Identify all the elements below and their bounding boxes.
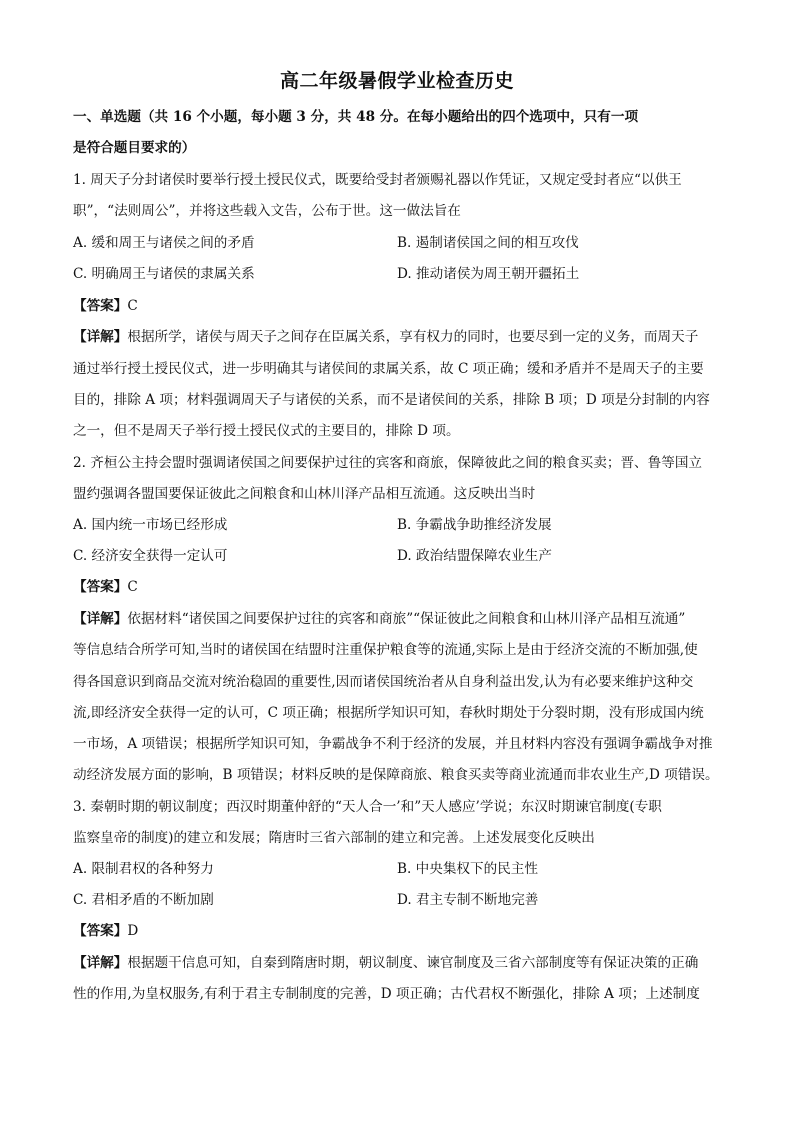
question-stem-line: 1. 周天子分封诸侯时要举行授土授民仪式，既要给受封者颁赐礼器以作凭证，又规定受封者应“以供王 (73, 172, 682, 188)
detail-line: 一市场，A 项错误；根据所学知识可知，争霸战争不利于经济的发展，并且材料内容没有强调争霸战争对推 (73, 736, 713, 752)
option-c: C. 明确周王与诸侯的隶属关系 (73, 266, 255, 282)
detail-line: 流,即经济安全获得一定的认可，C 项正确；根据所学知识可知，春秋时期处于分裂时期，没有形成国内统 (73, 705, 704, 721)
detail-text: 根据所学，诸侯与周天子之间存在臣属关系，享有权力的同时，也要尽到一定的义务，而周天子 (127, 329, 699, 345)
answer-tag: 【答案】 (73, 579, 128, 595)
detail-tag: 【详解】 (73, 329, 128, 345)
detail-line: 得各国意识到商品交流对统治稳固的重要性,因而诸侯国统治者从自身利益出发,认为有必要来维护这种交 (73, 674, 694, 690)
option-b: B. 遏制诸侯国之间的相互攻伐 (397, 235, 579, 251)
question-stem-line: 盟约强调各盟国要保证彼此之间粮食和山林川泽产品相互流通。这反映出当时 (73, 486, 536, 502)
detail-tag: 【详解】 (73, 611, 128, 627)
detail-text: 根据题干信息可知，自秦到隋唐时期，朝议制度、谏官制度及三省六部制度等有保证决策的正确 (127, 955, 699, 971)
answer-value: C (127, 298, 138, 314)
detail-tag: 【详解】 (73, 955, 128, 971)
page-title: 高二年级暑假学业检查历史 (279, 70, 514, 92)
option-d: D. 推动诸侯为周王朝开疆拓土 (397, 266, 580, 282)
question-stem-line: 3. 秦朝时期的朝议制度；西汉时期董仲舒的“天人合一’和”天人感应’学说；东汉时期谏官制度(专职 (73, 799, 662, 815)
question-stem-line: 监察皇帝的制度)的建立和发展；隋唐时三省六部制的建立和完善。上述发展变化反映出 (73, 830, 595, 846)
option-b: B. 中央集权下的民主性 (397, 861, 538, 877)
option-a: A. 限制君权的各种努力 (73, 861, 214, 877)
detail-line (73, 953, 725, 973)
question-stem-line: 职”，“法则周公”，并将这些载入文告，公布于世。这一做法旨在 (73, 203, 461, 219)
question-stem-line: 2. 齐桓公主持会盟时强调诸侯国之间要保护过往的宾客和商旅，保障彼此之间的粮食买卖；晋、鲁等国立 (73, 455, 703, 471)
answer-line (73, 921, 725, 941)
detail-line: 性的作用,为皇权服务,有利于君主专制制度的完善，D 项正确；古代君权不断强化，排除 A 项；上述制度 (73, 986, 700, 1002)
answer-tag: 【答案】 (73, 298, 128, 314)
section-heading-line-2: 是符合题目要求的） (73, 140, 196, 156)
detail-line (73, 327, 725, 347)
option-c: C. 君相矛盾的不断加剧 (73, 892, 214, 908)
answer-value: C (127, 579, 138, 595)
option-d: D. 君主专制不断地完善 (397, 892, 539, 908)
answer-line (73, 577, 725, 597)
answer-tag: 【答案】 (73, 923, 128, 939)
detail-line: 动经济发展方面的影响，B 项错误；材料反映的是保障商旅、粮食买卖等商业流通而非农业生产,D 项错误。 (73, 767, 719, 783)
detail-line: 目的，排除 A 项；材料强调周天子与诸侯的关系，而不是诸侯间的关系，排除 B 项；D 项是分封制的内容 (73, 392, 710, 408)
option-c: C. 经济安全获得一定认可 (73, 548, 228, 564)
option-a: A. 缓和周王与诸侯之间的矛盾 (73, 235, 255, 251)
answer-value: D (127, 923, 139, 939)
detail-text: 依据材料“诸侯国之间要保护过往的宾客和商旅”“保证彼此之间粮食和山林川泽产品相互流通” (127, 611, 686, 627)
option-b: B. 争霸战争助推经济发展 (397, 517, 552, 533)
option-d: D. 政治结盟保障农业生产 (397, 548, 552, 564)
option-a: A. 国内统一市场已经形成 (73, 517, 228, 533)
detail-line: 等信息结合所学可知,当时的诸侯国在结盟时注重保护粮食等的流通,实际上是由于经济交流的不断加强,使 (73, 642, 698, 658)
detail-line: 通过举行授土授民仪式，进一步明确其与诸侯间的隶属关系，故 C 项正确；缓和矛盾并不是周天子的主要 (73, 361, 704, 377)
section-heading-line-1: 一、单选题（共 16 个小题，每小题 3 分，共 48 分。在每小题给出的四个选项中，只有一项 (73, 109, 639, 125)
detail-line: 之一，但不是周天子举行授土授民仪式的主要目的，排除 D 项。 (73, 423, 460, 439)
answer-line (73, 296, 725, 316)
detail-line (73, 609, 725, 629)
